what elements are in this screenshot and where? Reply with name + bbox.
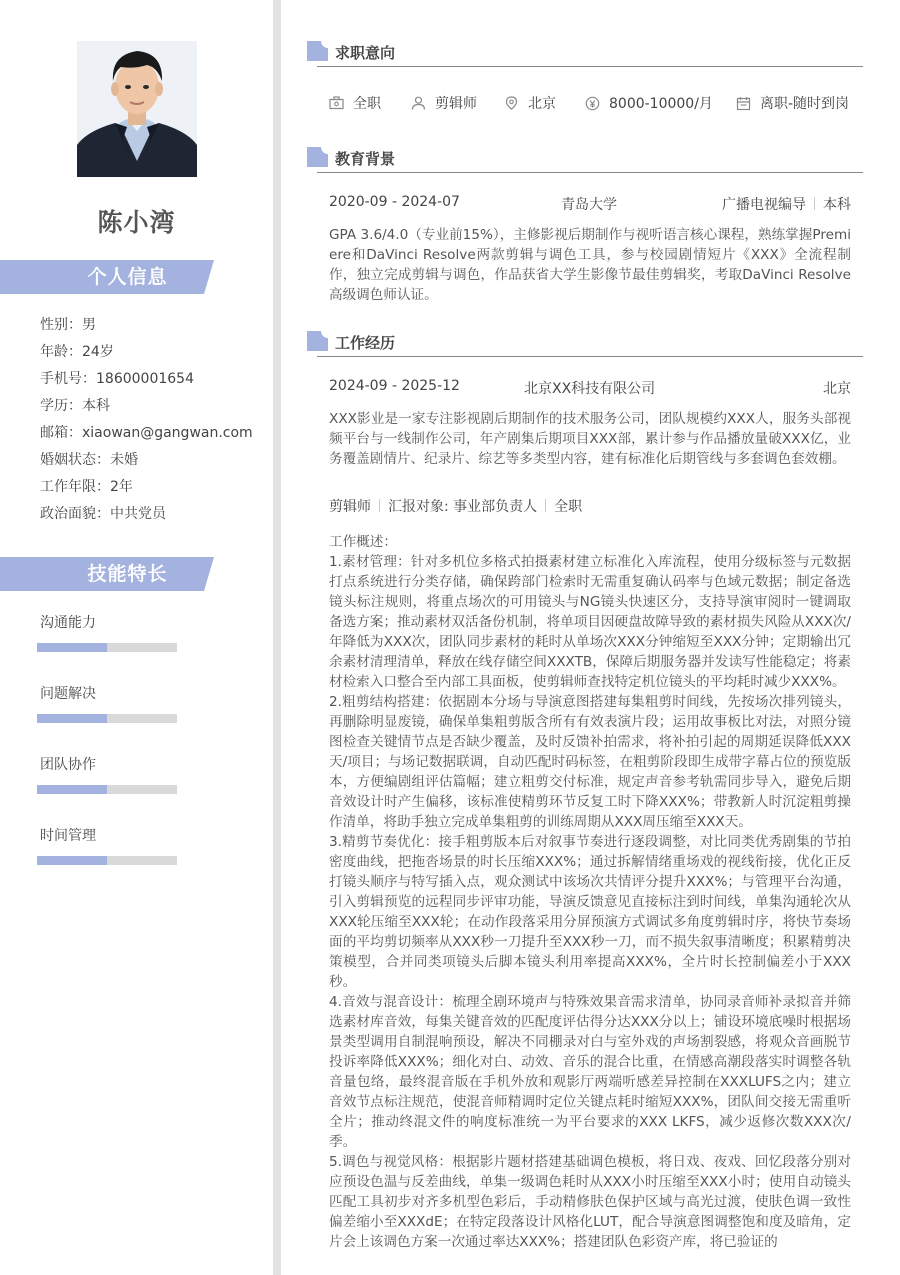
- duty-item: 5.调色与视觉风格：根据影片题材搭建基础调色模板，将日戏、夜戏、回忆段落分别对应预设色温与反差曲线，单集一级调色耗时从XXX小时压缩至XXX小时；使用自动镜头匹配工具初步对齐多机型色彩后，手动精修肤色保护区域与高光过渡，使肤色调一致性偏差缩小至XXXdE；在特定段落设计风格化LUT，配合导演意图调整饱和度及暗角，定片会上该调色方案一次通过率达XXX%；搭建团队色彩资产库，将已验证的: [329, 1154, 851, 1250]
- skills-heading: 技能特长: [87, 563, 168, 585]
- separator: [545, 499, 546, 512]
- intent-position-text: 剪辑师: [435, 96, 477, 112]
- work-company: 北京XX科技有限公司: [524, 381, 656, 397]
- intent-city: [504, 93, 556, 113]
- education-description: GPA 3.6/4.0（专业前15%），主修影视后期制作与视听语言核心课程，熟练掌握Premiere和DaVinci Resolve两款剪辑与调色工具，参与校园剧情短片《XXX》全流程制作，独立完成剪辑与调色，作品获省大学生影像节最佳剪辑奖，考取DaVinci Resolve高级调色师认证。: [329, 227, 851, 303]
- education-row: [329, 194, 851, 214]
- job-intent-row: [329, 93, 859, 113]
- job-intent-heading: 求职意向: [335, 44, 396, 62]
- section-rule: [317, 172, 863, 173]
- personal-info-banner: [0, 260, 214, 294]
- skill-item: [40, 612, 96, 632]
- intent-position: [411, 93, 477, 113]
- user-icon: [411, 96, 426, 110]
- info-education: 学历：本科: [40, 398, 110, 414]
- duty-item: 1.素材管理：针对多机位多格式拍摄素材建立标准化入库流程，使用分级标签与元数据打点系统进行分类存储，确保跨部门检索时无需重复确认码率与色域元数据；制定备选镜头标注规则，将重点场次的可用镜头与NG镜头快速区分，支持导演审阅时一键调取备选方案；推动素材双活备份机制，将单项目因硬盘故障导致的素材损失风险从XXX次/年降低为XXX次，团队同步素材的耗时从单场次XXX分钟缩短至XXX分钟；定期输出冗余素材清理清单，释放在线存储空间XXXTB，保障后期服务器并发读写性能稳定；将素材检索入口整合至内部工具面板，使剪辑师查找特定机位镜头的平均耗时减少XXX%。: [329, 554, 851, 690]
- skill-name: 团队协作: [40, 757, 96, 773]
- intent-job-type-text: 全职: [353, 96, 381, 112]
- job-intent-section-header: [307, 41, 863, 69]
- education-major: 广播电视编导: [722, 197, 806, 213]
- info-work-years: 工作年限：2年: [40, 479, 133, 495]
- info-gender: 性别：男: [40, 317, 96, 333]
- intent-availability: [736, 93, 849, 113]
- skill-bar-fill: [37, 714, 107, 723]
- skill-item: [40, 825, 96, 845]
- work-city: 北京: [823, 381, 851, 397]
- intent-job-type: [329, 93, 381, 113]
- work-report-to: 汇报对象: 事业部负责人: [388, 499, 538, 515]
- skill-item: [40, 754, 96, 774]
- skill-bar: [37, 643, 177, 652]
- sidebar: [0, 0, 273, 1275]
- skill-bar-fill: [37, 643, 107, 652]
- intent-city-text: 北京: [528, 96, 556, 112]
- intent-salary-text: 8000-10000/月: [609, 96, 713, 112]
- separator: [379, 499, 380, 512]
- work-summary-label: 工作概述：: [329, 534, 397, 550]
- education-section-header: [307, 147, 863, 175]
- section-rule: [317, 66, 863, 67]
- section-marker-icon: [307, 147, 329, 167]
- education-major-degree: [722, 194, 851, 214]
- briefcase-icon: [329, 96, 344, 110]
- skill-name: 沟通能力: [40, 615, 96, 631]
- company-intro: XXX影业是一家专注影视剧后期制作的技术服务公司，团队规模约XXX人，服务头部视频平台与一线制作公司，年产剧集后期项目XXX部，累计参与作品播放量破XXX亿，业务覆盖剧情片、纪录片、综艺等多类型内容，建有标准化后期管线与多套调色套效棚。: [329, 411, 851, 467]
- work-section-header: [307, 331, 863, 359]
- skill-bar: [37, 785, 177, 794]
- work-heading: 工作经历: [335, 334, 396, 352]
- work-period: 2024-09 - 2025-12: [329, 378, 460, 394]
- personal-info-heading: 个人信息: [87, 266, 168, 288]
- intent-availability-text: 离职-随时到岗: [760, 96, 850, 112]
- work-type: 全职: [554, 499, 583, 515]
- education-period: 2020-09 - 2024-07: [329, 194, 460, 210]
- avatar: [77, 41, 197, 177]
- skill-bar: [37, 714, 177, 723]
- info-age: 年龄：24岁: [40, 344, 114, 360]
- skill-bar-fill: [37, 785, 107, 794]
- intent-salary: [585, 93, 713, 113]
- info-marital-status: 婚姻状态：未婚: [40, 452, 138, 468]
- location-icon: [504, 96, 519, 111]
- skill-name: 问题解决: [40, 686, 96, 702]
- skill-name: 时间管理: [40, 828, 96, 844]
- duty-item: 4.音效与混音设计：梳理全剧环境声与特殊效果音需求清单，协同录音师补录拟音并筛选素材库音效，每集关键音效的匹配度评估得分达XXX分以上；铺设环境底噪时根据场景类型调用自制混响预设，解决不同棚录对白与室外戏的声场割裂感，将观众音画脱节投诉率降低XXX%；细化对白、动效、音乐的混合比重，在情感高潮段落实时调整各轨音量包络，最终混音版在手机外放和观影厅两端听感差异控制在XXXLUFS之内；建立音效节点标注规范，使混音师精调时定位关键点耗时缩短XXX%，团队间交接无需重听全片；推动终混文件的响度标准统一为平台要求的XXX LKFS，减少返修次数XXX次/季。: [329, 994, 851, 1150]
- work-duties: [329, 532, 851, 1275]
- profile-photo: [77, 41, 197, 177]
- skill-bar-fill: [37, 856, 107, 865]
- info-phone: 手机号：18600001654: [40, 371, 194, 387]
- personal-info-list: [40, 313, 253, 529]
- section-rule: [317, 356, 863, 357]
- education-school: 青岛大学: [561, 197, 617, 213]
- candidate-name: 陈小湾: [97, 208, 176, 237]
- duty-item: 2.粗剪结构搭建：依据剧本分场与导演意图搭建每集粗剪时间线，先按场次排列镜头，再删除明显废镜，确保单集粗剪版含所有有效表演片段；运用故事板比对法，对照分镜图检查关键情节点是否缺少覆盖，及时反馈补拍需求，将补拍引起的周期延误降低XXX天/项目；与场记数据联调，自动匹配时码标签，在粗剪阶段即生成带字幕占位的预览版本，方便编剧组评估篇幅；建立粗剪交付标准，规定声音参考轨需同步导入，避免后期音效设计时产生偏移，该标准使精剪环节反复工时下降XXX%；带教新人时沉淀粗剪操作清单，将助手独立完成单集粗剪的训练周期从XXX周压缩至XXX天。: [329, 694, 851, 830]
- info-email: 邮箱：xiaowan@gangwan.com: [40, 425, 253, 441]
- separator: [814, 197, 815, 210]
- work-row: [329, 378, 851, 398]
- skill-bar: [37, 856, 177, 865]
- calendar-icon: [736, 96, 751, 111]
- duty-item: 3.精剪节奏优化：接手粗剪版本后对叙事节奏进行逐段调整，对比同类优秀剧集的节拍密度曲线，把拖沓场景的时长压缩XXX%；通过拆解情绪重场戏的视线衔接，优化正反打镜头顺序与特写插入点，观众测试中该场次共情评分提升XXX%；与管理平台沟通，引入剪辑预览的远程同步评审功能，导演反馈意见直接标注到时间线，单集沟通轮次从XXX轮压缩至XXX轮；在动作段落采用分屏预演方式调试多角度剪辑时序，将快节奏场面的平均剪切频率从XXX秒一刀提升至XXX秒一刀，而不损失叙事清晰度；积累精剪决策模型，合并同类项镜头后脚本镜头利用率提高XXX%，全片时长控制偏差小于XXX秒。: [329, 834, 851, 990]
- work-role: 剪辑师: [329, 499, 371, 515]
- salary-icon: [585, 96, 600, 111]
- education-heading: 教育背景: [335, 150, 396, 168]
- skills-banner: [0, 557, 214, 591]
- education-degree: 本科: [823, 197, 851, 213]
- skill-item: [40, 683, 96, 703]
- info-political-status: 政治面貌：中共党员: [40, 506, 166, 522]
- work-meta: [329, 496, 582, 516]
- sidebar-divider: [273, 0, 281, 1275]
- section-marker-icon: [307, 331, 329, 351]
- section-marker-icon: [307, 41, 329, 61]
